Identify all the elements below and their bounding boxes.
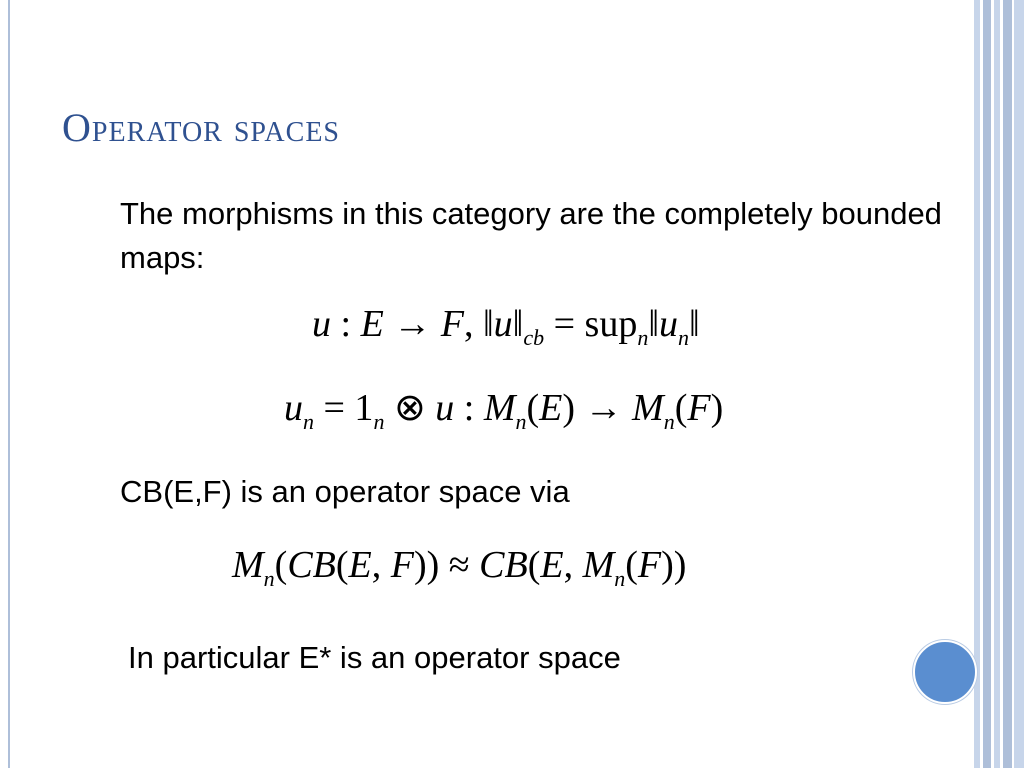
paragraph-morphisms: The morphisms in this category are the completely bounded maps: [120,196,942,275]
right-decorative-stripes [974,0,1024,768]
paragraph-dual-space: In particular E* is an operator space [128,640,621,675]
equation-cb-norm: u : E → F, $‖u‖_{cb}$ = $sup_n‖u_n‖$ [312,303,700,350]
paragraph-cb-space: CB(E,F) is an operator space via [120,474,570,509]
equation-amplification: $u_n = 1_n$ ⊗ u : $M_n(E) \to M_n(F)$ [284,387,724,434]
slide-title: Operator spaces [62,105,340,150]
left-border-line [8,0,10,768]
decorative-circle [913,640,977,704]
equation-cb-identification: $M_n(CB(E$, F)) ≈ CB(E, $M_n(F)$) [232,544,687,591]
